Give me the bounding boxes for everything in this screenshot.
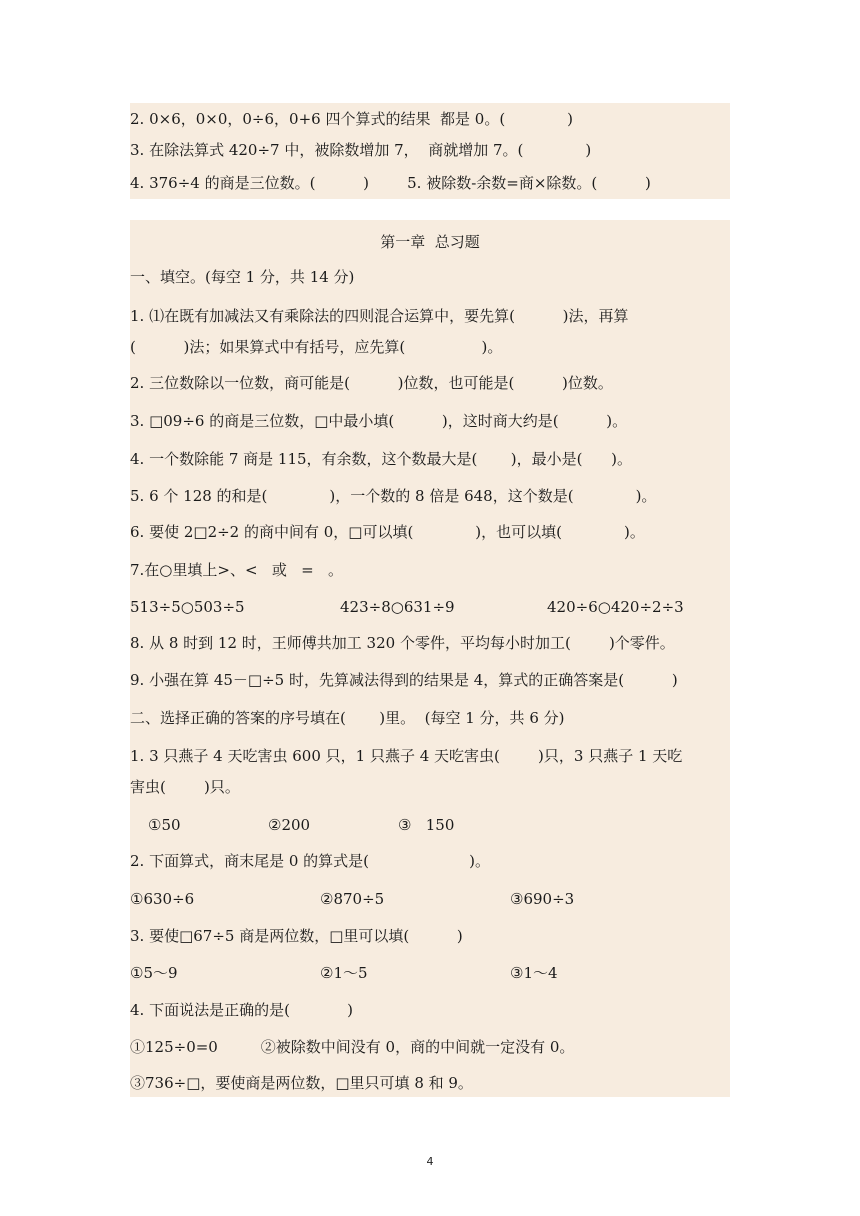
choice-question-4: 4. 下面说法是正确的是( ) (130, 1001, 354, 1019)
choice-3-option-c: ③1～4 (510, 964, 558, 982)
fill-in-section-heading: 一、填空。(每空 1 分，共 14 分) (130, 268, 355, 286)
choice-question-1-line-2: 害虫( )只。 (130, 778, 240, 796)
fill-question-2: 2. 三位数除以一位数，商可能是( )位数，也可能是( )位数。 (130, 374, 613, 392)
choice-question-3: 3. 要使□67÷5 商是两位数，□里可以填( ) (130, 927, 463, 945)
chapter-title: 第一章 总习题 (380, 233, 480, 251)
choice-1-option-c: ③ 150 (398, 816, 455, 834)
choice-2-option-b: ②870÷5 (320, 890, 385, 908)
fill-question-3: 3. □09÷6 的商是三位数，□中最小填( )，这时商大约是( )。 (130, 412, 628, 430)
judgement-questions-block (130, 103, 730, 199)
choice-2-option-c: ③690÷3 (510, 890, 575, 908)
fill-question-1-line-2: ( )法；如果算式中有括号，应先算( )。 (130, 338, 503, 356)
judge-question-3: 3. 在除法算式 420÷7 中，被除数增加 7， 商就增加 7。( ) (130, 141, 592, 159)
choice-3-option-a: ①5～9 (130, 964, 178, 982)
choice-section-heading: 二、选择正确的答案的序号填在( )里。 (每空 1 分，共 6 分) (130, 709, 565, 727)
fill-question-9: 9. 小强在算 45－□÷5 时，先算减法得到的结果是 4，算式的正确答案是( ) (130, 671, 678, 689)
compare-item-1: 513÷5○503÷5 (130, 598, 245, 616)
compare-item-2: 423÷8○631÷9 (340, 598, 455, 616)
choice-1-option-b: ②200 (268, 816, 311, 834)
choice-1-option-a: ①50 (148, 816, 181, 834)
choice-question-2: 2. 下面算式，商末尾是 0 的算式是( )。 (130, 852, 490, 870)
choice-question-1-line-1: 1. 3 只燕子 4 天吃害虫 600 只，1 只燕子 4 天吃害虫( )只，3 只燕子 1 天吃 (130, 747, 683, 765)
fill-question-5: 5. 6 个 128 的和是( )，一个数的 8 倍是 648，这个数是( )。 (130, 487, 657, 505)
fill-question-6: 6. 要使 2□2÷2 的商中间有 0，□可以填( )，也可以填( )。 (130, 523, 645, 541)
fill-question-7: 7.在○里填上>、< 或 = 。 (130, 561, 344, 579)
page-number: 4 (426, 1155, 434, 1168)
judge-question-4-5: 4. 376÷4 的商是三位数。( ) 5. 被除数-余数=商×除数。( ) (130, 174, 651, 192)
choice-3-option-b: ②1～5 (320, 964, 368, 982)
chapter-review-block (130, 220, 730, 1097)
choice-2-option-a: ①630÷6 (130, 890, 195, 908)
choice-4-options-line-1: ①125÷0=0 ②被除数中间没有 0，商的中间就一定没有 0。 (130, 1038, 575, 1056)
fill-question-1-line-1: 1. ⑴在既有加减法又有乘除法的四则混合运算中，要先算( )法，再算 (130, 307, 629, 325)
choice-4-options-line-2: ③736÷□，要使商是两位数，□里只可填 8 和 9。 (130, 1074, 473, 1092)
compare-item-3: 420÷6○420÷2÷3 (547, 598, 684, 616)
fill-question-8: 8. 从 8 时到 12 时，王师傅共加工 320 个零件，平均每小时加工( )个零件。 (130, 634, 675, 652)
judge-question-2: 2. 0×6，0×0，0÷6，0+6 四个算式的结果 都是 0。( ) (130, 110, 574, 128)
fill-question-4: 4. 一个数除能 7 商是 115，有余数，这个数最大是( )，最小是( )。 (130, 450, 632, 468)
